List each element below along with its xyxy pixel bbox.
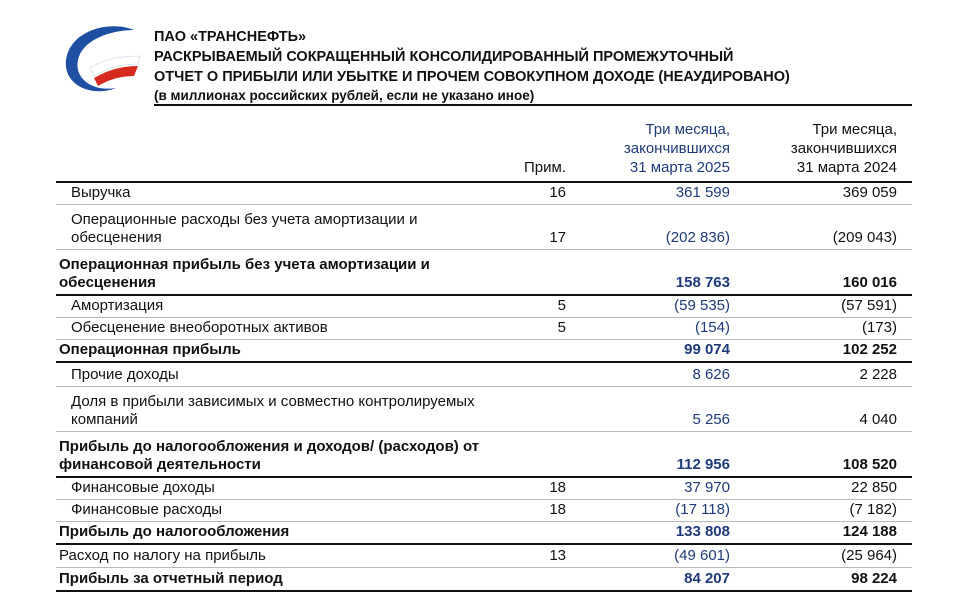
table-row bbox=[56, 183, 912, 205]
row-value-2024: 124 188 bbox=[842, 523, 897, 540]
row-value-2025: (154) bbox=[694, 319, 730, 336]
row-value-2025: 5 256 bbox=[692, 411, 730, 428]
row-label: Финансовые доходы bbox=[71, 479, 215, 496]
row-label: Обесценение внеоборотных активов bbox=[71, 319, 328, 336]
row-label: Операционные расходы без учета амортизации и обесценения bbox=[71, 211, 418, 246]
row-label: Доля в прибыли зависимых и совместно контролируемых компаний bbox=[71, 393, 475, 428]
row-value-2024: 369 059 bbox=[842, 184, 897, 201]
row-note: 18 bbox=[549, 479, 566, 496]
row-note: 18 bbox=[549, 501, 566, 518]
table-row-subtotal bbox=[56, 522, 912, 545]
row-value-2025: 37 970 bbox=[684, 479, 730, 496]
row-note: 5 bbox=[557, 297, 566, 314]
row-label: Прибыль за отчетный период bbox=[59, 570, 283, 587]
row-value-2025: 158 763 bbox=[675, 274, 730, 291]
row-value-2025: 112 956 bbox=[676, 456, 730, 473]
row-label: Операционная прибыль без учета амортизации и обесценения bbox=[59, 256, 430, 291]
column-header-2025: Три месяца, закончившихся 31 марта 2025 bbox=[623, 121, 730, 176]
table-row bbox=[56, 478, 912, 500]
table-row-total bbox=[56, 568, 912, 592]
table-row bbox=[56, 363, 912, 387]
row-note: 5 bbox=[557, 319, 566, 336]
header-divider bbox=[154, 104, 912, 106]
row-label: Прибыль до налогообложения bbox=[59, 523, 290, 540]
table-row-subtotal bbox=[56, 250, 912, 296]
row-label: Прибыль до налогообложения и доходов/ (расходов) от финансовой деятельности bbox=[59, 438, 480, 473]
row-note: 17 bbox=[549, 229, 566, 246]
table-row-subtotal bbox=[56, 340, 912, 363]
row-value-2025: (202 836) bbox=[665, 229, 730, 246]
table-row bbox=[56, 296, 912, 318]
row-label: Выручка bbox=[71, 184, 131, 201]
row-value-2025: 84 207 bbox=[684, 570, 730, 587]
report-units: (в миллионах российских рублей, если не указано иное) bbox=[154, 88, 535, 103]
row-value-2025: 133 808 bbox=[675, 523, 730, 540]
row-value-2024: 98 224 bbox=[851, 570, 897, 587]
row-note: 16 bbox=[549, 184, 566, 201]
row-value-2025: (49 601) bbox=[674, 547, 730, 564]
row-value-2025: (59 535) bbox=[674, 297, 730, 314]
row-value-2024: (57 591) bbox=[841, 297, 897, 314]
table-row bbox=[56, 387, 912, 432]
row-value-2025: 99 074 bbox=[684, 341, 730, 358]
row-value-2024: 102 252 bbox=[842, 341, 897, 358]
row-value-2025: 8 626 bbox=[692, 366, 730, 383]
row-value-2024: 160 016 bbox=[842, 274, 897, 291]
row-value-2024: 4 040 bbox=[859, 411, 897, 428]
table-row-subtotal bbox=[56, 432, 912, 478]
row-label: Операционная прибыль bbox=[59, 341, 241, 358]
row-value-2024: (25 964) bbox=[841, 547, 897, 564]
transneft-logo bbox=[60, 22, 146, 96]
table-row bbox=[56, 318, 912, 340]
row-value-2024: (209 043) bbox=[832, 229, 897, 246]
table-row bbox=[56, 500, 912, 522]
row-label: Финансовые расходы bbox=[71, 501, 223, 518]
row-value-2025: (17 118) bbox=[675, 501, 730, 518]
table-row bbox=[56, 205, 912, 250]
income-statement-table bbox=[56, 183, 912, 592]
column-header-note: Прим. bbox=[524, 159, 566, 176]
row-value-2024: (173) bbox=[861, 319, 897, 336]
report-header bbox=[154, 27, 914, 105]
table-row bbox=[56, 545, 912, 568]
column-header-2024: Три месяца, закончившихся 31 марта 2024 bbox=[790, 121, 897, 176]
row-value-2024: 108 520 bbox=[842, 456, 897, 473]
row-value-2024: 2 228 bbox=[859, 366, 897, 383]
row-label: Прочие доходы bbox=[71, 366, 179, 383]
report-title-line1: РАСКРЫВАЕМЫЙ СОКРАЩЕННЫЙ КОНСОЛИДИРОВАННЫЙ ПРОМЕЖУТОЧНЫЙ bbox=[154, 49, 734, 65]
report-title-line2: ОТЧЕТ О ПРИБЫЛИ ИЛИ УБЫТКЕ И ПРОЧЕМ СОВОКУПНОМ ДОХОДЕ (НЕАУДИРОВАНО) bbox=[154, 69, 790, 85]
company-name: ПАО «ТРАНСНЕФТЬ» bbox=[154, 29, 307, 45]
row-value-2024: (7 182) bbox=[849, 501, 897, 518]
row-value-2025: 361 599 bbox=[675, 184, 730, 201]
row-label: Расход по налогу на прибыль bbox=[59, 547, 266, 564]
row-value-2024: 22 850 bbox=[851, 479, 897, 496]
row-note: 13 bbox=[549, 547, 566, 564]
row-label: Амортизация bbox=[71, 297, 164, 314]
